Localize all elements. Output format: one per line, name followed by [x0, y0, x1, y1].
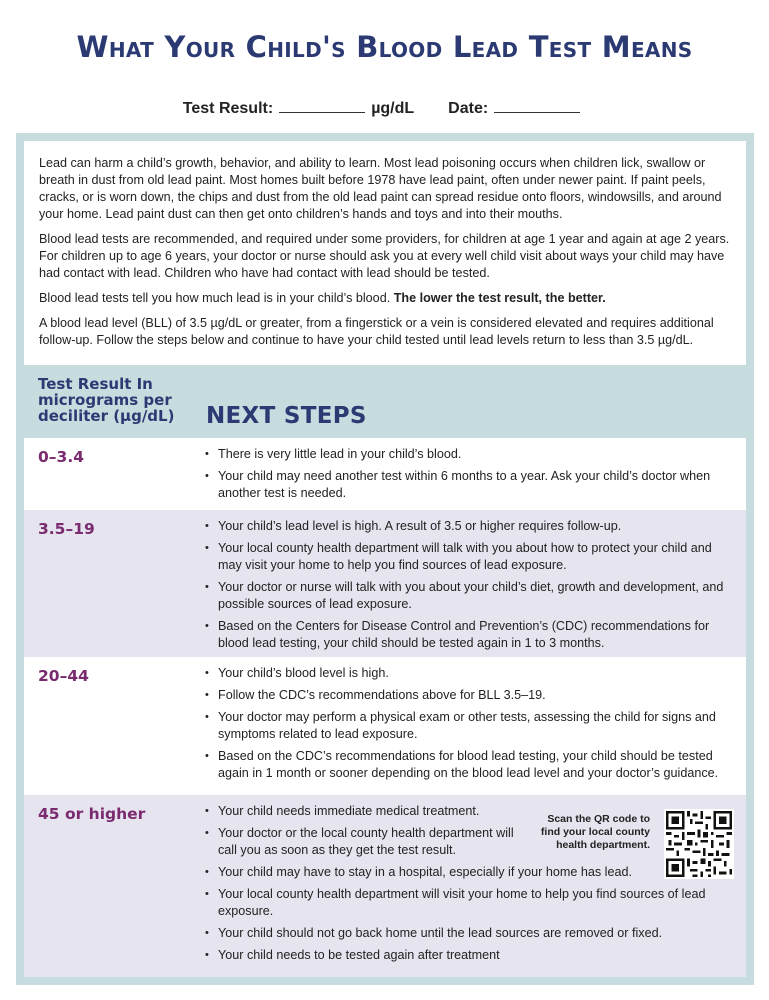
date-label: Date: [448, 100, 489, 117]
page-title: What Your Child's Blood Lead Test Means [76, 30, 693, 64]
qr-code-icon[interactable] [664, 809, 734, 879]
steps-list [204, 446, 734, 507]
date-blank[interactable] [494, 98, 580, 113]
step-item: • Your doctor may perform a physical exam or other tests, assessing the child for signs and symptoms related to lead exposure. [204, 709, 734, 743]
table-row-3.5-19 [24, 510, 746, 657]
range-label: 20–44 [38, 667, 89, 685]
table-row-0-3.4 [24, 438, 746, 510]
table-row-20-44 [24, 657, 746, 795]
step-item: • Your doctor or nurse will talk with you about your child’s diet, growth and development, and possible sources of lead exposure. [204, 579, 734, 613]
step-item: • Your child should not go back home until the lead sources are removed or fixed. [204, 925, 734, 942]
intro-paragraph: Blood lead tests tell you how much lead is in your child’s blood. The lower the test result, the better. [39, 291, 606, 305]
intro-paragraph: A blood lead level (BLL) of 3.5 µg/dL or greater, from a fingerstick or a vein is considered elevated and requires additional follow-up. Follow the steps below and continue to have your child tested until lead levels return to less than 3.5 µg/dL. [39, 316, 714, 347]
range-label: 3.5–19 [38, 520, 95, 538]
intro-paragraph: Blood lead tests are recommended, and required under some providers, for children at age 1 year and again at age 2 years. For children up to age 6 years, your doctor or nurse should ask you at every well child visit about ways your child may have had contact with lead. Children who have had contact with lead should be tested. [39, 232, 730, 280]
step-item: • Your child needs immediate medical treatment. [204, 803, 734, 820]
range-label: 45 or higher [38, 805, 146, 823]
content-frame [16, 133, 754, 985]
intro-box [24, 141, 746, 365]
step-item: • Your child’s blood level is high. [204, 665, 734, 682]
column-header-test-result: Test Result In micrograms per deciliter (µg/dL) [38, 375, 175, 425]
step-item: • Your child’s lead level is high. A result of 3.5 or higher requires follow-up. [204, 518, 734, 535]
step-item: • Based on the Centers for Disease Control and Prevention’s (CDC) recommendations for blood lead testing, your child should be tested again in 1 to 3 months. [204, 618, 734, 652]
step-item: • Your child may need another test within 6 months to a year. Ask your child’s doctor when another test is needed. [204, 468, 734, 502]
steps-list [204, 518, 734, 657]
qr-block [524, 809, 734, 883]
step-item: • Your local county health department will visit your home to help you find sources of lead exposure. [204, 886, 734, 920]
step-item: • Follow the CDC’s recommendations above for BLL 3.5–19. [204, 687, 734, 704]
step-item: • Your doctor or the local county health department will call you as soon as they get the test result. [204, 825, 523, 859]
step-item: • Your child needs to be tested again after treatment [204, 947, 734, 964]
step-item: • Your local county health department will talk with you about how to protect your child and may visit your home to help you find sources of lead exposure. [204, 540, 734, 574]
unit-label: µg/dL [371, 100, 415, 117]
column-header-next-steps: NEXT STEPS [206, 403, 367, 429]
table-header [24, 365, 746, 438]
intro-paragraph: Lead can harm a child’s growth, behavior, and ability to learn. Most lead poisoning occurs when children lick, swallow or breath in dust from old lead paint. Most homes built before 1978 have lead paint, often under newer paint. If paint peels, cracks, or is worn down, the chips and dust from the old lead paint can spread residue onto floors, windowsills, and around your home. Lead paint dust can then get onto children’s hands and toys and into their mouths. [39, 156, 722, 221]
steps-list [204, 665, 734, 787]
test-result-line [0, 98, 769, 118]
qr-caption: Scan the QR code to find your local county health department. [540, 813, 650, 851]
intro-emphasis: The lower the test result, the better. [393, 291, 606, 305]
test-result-blank[interactable] [279, 98, 365, 113]
table-row-45-plus [24, 795, 746, 977]
test-result-label: Test Result: [182, 100, 274, 117]
step-item: • There is very little lead in your child’s blood. [204, 446, 734, 463]
step-item: • Your child may have to stay in a hospital, especially if your home has lead. [204, 864, 734, 881]
step-item: • Based on the CDC’s recommendations for blood lead testing, your child should be tested again in 1 month or sooner depending on the blood lead level and your doctor’s guidance. [204, 748, 734, 782]
range-label: 0–3.4 [38, 448, 84, 466]
